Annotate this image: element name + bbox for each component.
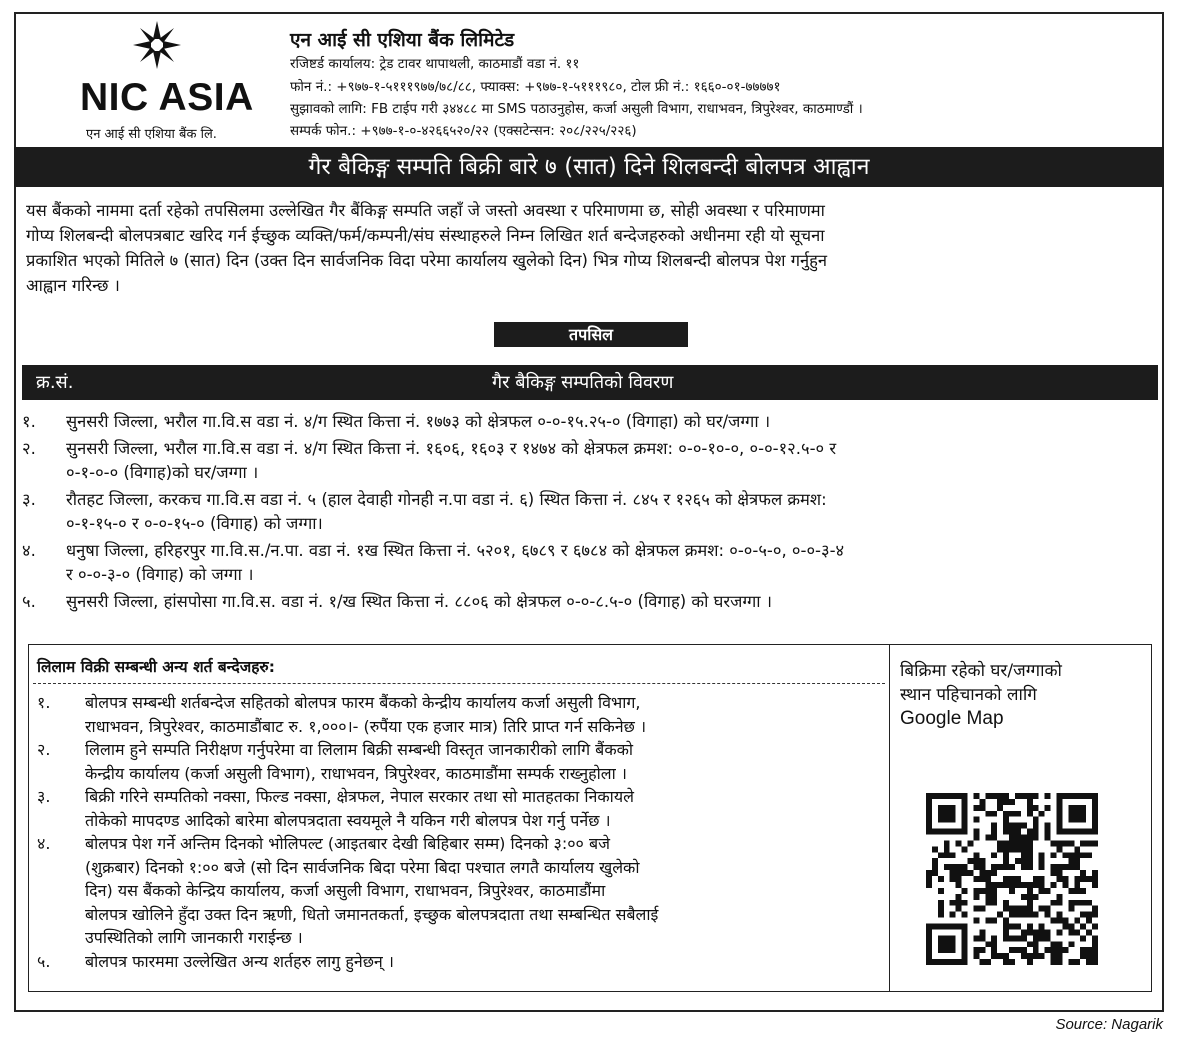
terms-title: लिलाम विक्री सम्बन्धी अन्य शर्त बन्देजहरु: (37, 658, 275, 676)
column-sn: क्र.सं. (36, 372, 74, 393)
term-text: बोलपत्र फारममा उल्लेखित अन्य शर्तहरु लागु हुनेछन् । (85, 951, 394, 971)
property-item (22, 437, 1162, 485)
property-item (22, 539, 1162, 587)
table-header (22, 365, 1158, 400)
registered-office: रजिष्टर्ड कार्यालय: ट्रेड टावर थापाथली, काठमाडौं वडा नं. ११ (290, 56, 580, 72)
google-map-label: Google Map (900, 708, 1004, 729)
map-caption-line: बिक्रिमा रहेको घर/जग्गाको (900, 661, 1062, 681)
terms-list (33, 691, 883, 973)
map-caption-line: स्थान पहिचानको लागि (900, 685, 1037, 705)
item-text: सुनसरी जिल्ला, भरौल गा.वि.स वडा नं. ४/ग स्थित कित्ता नं. १६०६, १६०३ र १४७४ को क्षेत्रफल क्रमश: ०-०-१०-०, ०-०-१२.५-० र (66, 439, 837, 458)
logo-wordmark: NIC ASIA (80, 76, 254, 119)
terms-box (28, 644, 890, 992)
term-number: ४. (37, 834, 51, 853)
item-number: १. (22, 412, 36, 431)
item-text: ०-१-१५-० र ०-०-१५-० (विगाह) को जग्गा। (66, 514, 323, 533)
map-caption (900, 659, 1062, 731)
term-text: उपस्थितिको लागि जानकारी गराईन्छ । (85, 928, 303, 947)
term-text: केन्द्रीय कार्यालय (कर्जा असुली विभाग), राधाभवन, त्रिपुरेश्वर, काठमाडौंमा सम्पर्क राख्नुहोला । (85, 763, 627, 783)
property-item (22, 410, 1162, 434)
item-number: ३. (22, 490, 36, 509)
intro-line: प्रकाशित भएको मितिले ७ (सात) दिन (उक्त दिन सार्वजनिक विदा परेमा कार्यालय खुलेको दिन) भित्र गोप्य शिलबन्दी बोलपत्र पेश गर्नुहुन (26, 251, 828, 270)
intro-line: गोप्य शिलबन्दी बोलपत्रबाट खरिद गर्न ईच्छुक व्यक्ति/फर्म/कम्पनी/संघ संस्थाहरुले निम्न लिखित शर्त बन्देजहरुको अधीनमा रही यो सूचना (26, 226, 825, 245)
item-text: रौतहट जिल्ला, करकच गा.वि.स वडा नं. ५ (हाल देवाही गोनही न.पा वडा नं. ६) स्थित कित्ता नं. ८४५ र १२६५ को क्षेत्रफल क्रमश: (66, 490, 827, 509)
logo-subtitle: एन आई सी एशिया बैंक लि. (86, 127, 217, 142)
term-item (33, 832, 883, 950)
term-item (33, 738, 883, 785)
bank-name: एन आई सी एशिया बैंक लिमिटेड (290, 29, 515, 51)
term-item (33, 950, 883, 974)
term-text: बोलपत्र सम्बन्धी शर्तबन्देज सहितको बोलपत्र फारम बैंकको केन्द्रीय कार्यालय कर्जा असुली विभाग, (85, 693, 641, 712)
term-number: ३. (37, 787, 51, 806)
phone-fax-line: फोन नं.: +९७७-१-५१११९७७/७८/८८, फ्याक्स: +९७७-१-५१११९८०, टोल फ्री नं.: १६६०-०१-७७७७१ (290, 79, 781, 95)
item-text: सुनसरी जिल्ला, भरौल गा.वि.स वडा नं. ४/ग स्थित कित्ता नं. १७७३ को क्षेत्रफल ०-०-१५.२५-० (विगाहा) को घर/जग्गा । (66, 412, 771, 431)
term-text: लिलाम हुने सम्पति निरीक्षण गर्नुपरेमा वा लिलाम बिक्री सम्बन्धी विस्तृत जानकारीको लागि बैंकको (85, 740, 634, 759)
term-number: २. (37, 740, 51, 759)
property-list (22, 410, 1162, 614)
divider (33, 683, 885, 684)
term-number: ५. (37, 951, 51, 971)
item-number: २. (22, 439, 36, 458)
suggestion-line: सुझावको लागि: FB टाईप गरी ३४४८८ मा SMS पठाउनुहोस, कर्जा असुली विभाग, राधाभवन, त्रिपुरेश्वर, काठमाण्डौं । (290, 101, 863, 117)
term-text: राधाभवन, त्रिपुरेश्वर, काठमाडौंबाट रु. १,०००।- (रुपैंया एक हजार मात्र) तिरि प्राप्त गर्न सकिनेछ । (85, 716, 647, 736)
term-text: बोलपत्र खोलिने हुँदा उक्त दिन ऋणी, धितो जमानतकर्ता, इच्छुक बोलपत्रदाता तथा सम्बन्धित सबैलाई (85, 904, 659, 924)
intro-paragraph (26, 198, 1156, 298)
item-text: र ०-०-३-० (विगाह) को जग्गा । (66, 565, 254, 584)
qr-code-icon[interactable] (926, 793, 1098, 965)
term-item (33, 691, 883, 738)
item-text: सुनसरी जिल्ला, हांसपोसा गा.वि.स. वडा नं. १/ख स्थित कित्ता नं. ८८०६ को क्षेत्रफल ०-०-८.५-० (विगाह) को घरजग्गा । (66, 592, 773, 611)
column-description: गैर बैकिङ्ग सम्पतिको विवरण (492, 372, 674, 393)
property-item (22, 488, 1162, 536)
term-text: बोलपत्र पेश गर्ने अन्तिम दिनको भोलिपल्ट (आइतबार देखी बिहिबार सम्म) दिनको ३:०० बजे (85, 834, 610, 853)
source-credit: Source: Nagarik (1055, 1016, 1163, 1033)
intro-line: आह्वान गरिन्छ । (26, 276, 120, 295)
intro-line: यस बैंकको नाममा दर्ता रहेको तपसिलमा उल्लेखित गैर बैंकिङ्ग सम्पति जहाँ जे जस्तो अवस्था र परिमाणमा छ, सोही अवस्था र परिमाणमा (26, 201, 825, 220)
bank-logo (24, 20, 282, 142)
term-text: दिन) यस बैंकको केन्द्रिय कार्यालय, कर्जा असुली विभाग, राधाभवन, त्रिपुरेश्वर, काठमाडौंमा (85, 881, 606, 900)
term-text: बिक्री गरिने सम्पतिको नक्सा, फिल्ड नक्सा, क्षेत्रफल, नेपाल सरकार तथा सो मातहतका निकायले (85, 787, 634, 806)
term-text: तोकेको मापदण्ड आदिको बारेमा बोलपत्रदाता स्वयमूले नै यकिन गरी बोलपत्र पेश गर्नु पर्नेछ । (85, 810, 611, 830)
term-text: (शुक्रबार) दिनको १:०० बजे (सो दिन सार्वजनिक बिदा परेमा बिदा पश्चात लगतै कार्यालय खुलेको (85, 857, 640, 877)
item-number: ५. (22, 592, 36, 611)
item-number: ४. (22, 541, 36, 560)
contact-line: सम्पर्क फोन.: +९७७-१-०-४२६६५२०/२२ (एक्सटेन्सन: २०८/२२५/२२६) (290, 123, 637, 139)
item-text: ०-१-०-० (विगाह)को घर/जग्गा । (66, 463, 259, 482)
term-item (33, 785, 883, 832)
property-item (22, 590, 1162, 614)
schedule-label: तपसिल (494, 322, 688, 347)
item-text: धनुषा जिल्ला, हरिहरपुर गा.वि.स./न.पा. वडा नं. १ख स्थित कित्ता नं. ५२०१, ६७८९ र ६७८४ को क्षेत्रफल क्रमश: ०-०-५-०, ०-०-३-४ (66, 541, 845, 560)
map-box (890, 644, 1152, 992)
notice-title: गैर बैकिङ्ग सम्पति बिक्री बारे ७ (सात) दिने शिलबन्दी बोलपत्र आह्वान (14, 147, 1164, 187)
star-logo-icon (132, 20, 182, 70)
term-number: १. (37, 693, 51, 712)
